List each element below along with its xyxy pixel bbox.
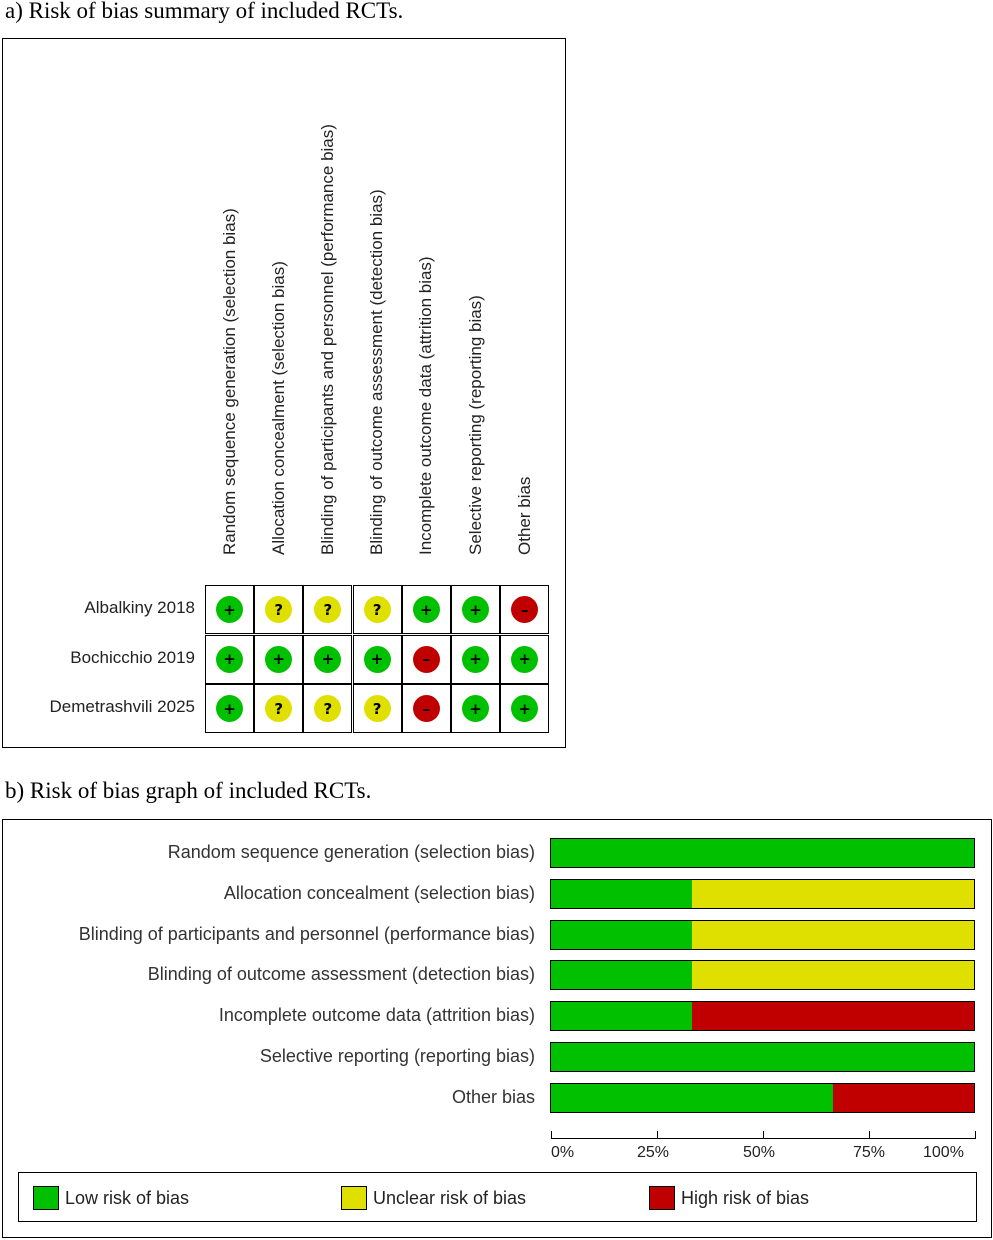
summary-cell [254,684,303,733]
bar-category-label: Other bias [451,1086,535,1107]
summary-column-header [353,39,402,575]
summary-cell [500,635,549,684]
summary-column-label: Selective reporting (reporting bias) [465,295,485,555]
bar-segment-unclear [692,961,974,989]
bar-segment-unclear [692,880,974,908]
summary-cell [402,684,451,733]
rating-low-icon: + [265,646,292,673]
bar-segment-low [551,880,692,908]
rating-low-icon: + [462,596,489,623]
bar-category-label: Blinding of participants and personnel (performance bias) [78,923,535,944]
bar-segment-low [551,1002,692,1030]
summary-column-header [402,39,451,575]
study-label: Bochicchio 2019 [70,647,195,667]
summary-column-label: Allocation concealment (selection bias) [268,261,288,555]
bar-track [550,1042,975,1072]
legend [18,1172,977,1222]
summary-caption: a) Risk of bias summary of included RCTs. [5,0,404,23]
rating-low-icon: + [511,695,538,722]
x-axis-tick-label: 100% [923,1144,964,1161]
rating-unclear-icon: ? [364,596,391,623]
legend-label: Unclear risk of bias [373,1187,527,1208]
summary-cell [353,585,402,634]
summary-cell [303,684,352,733]
rating-low-icon: + [413,596,440,623]
summary-cell [451,585,500,634]
bar-track [550,838,975,868]
bar-track [550,1001,975,1031]
summary-cell [205,635,254,684]
x-axis-tick-label: 50% [743,1144,776,1161]
legend-item-unclear [341,1185,526,1211]
summary-cell [402,585,451,634]
legend-label: High risk of bias [681,1187,810,1208]
bar-category-label: Incomplete outcome data (attrition bias) [218,1005,535,1026]
summary-column-label: Blinding of outcome assessment (detection bias) [367,189,387,555]
bar-track [550,920,975,950]
summary-column-header [205,39,254,575]
bar-category-label: Blinding of outcome assessment (detection bias) [147,964,535,985]
rating-unclear-icon: ? [314,596,341,623]
bar-segment-low [551,1084,833,1112]
bar-segment-low [551,921,692,949]
legend-swatch-low [33,1186,59,1210]
rating-low-icon: + [364,646,391,673]
bar-category-label: Random sequence generation (selection bias) [167,842,535,862]
summary-column-label: Blinding of participants and personnel (performance bias) [317,124,337,555]
study-label: Albalkiny 2018 [84,598,195,617]
summary-cell [254,585,303,634]
bar-category-label: Allocation concealment (selection bias) [223,882,535,903]
legend-label: Low risk of bias [65,1187,190,1208]
summary-cell [303,585,352,634]
rating-unclear-icon: ? [265,596,292,623]
bar-track [550,879,975,909]
summary-cell [402,635,451,684]
summary-cell [353,684,402,733]
x-axis-tick [551,1131,552,1139]
legend-swatch-high [649,1186,675,1210]
summary-cell [353,635,402,684]
bar-segment-high [833,1084,974,1112]
graph-caption: b) Risk of bias graph of included RCTs. [5,778,372,803]
x-axis-tick-label: 0% [551,1144,575,1161]
legend-item-high [649,1185,809,1211]
summary-column-label: Other bias [514,476,534,555]
x-axis-tick [869,1131,870,1139]
rating-high-icon: – [413,695,440,722]
rating-low-icon: + [216,695,243,722]
study-label: Demetrashvili 2025 [49,697,195,716]
rating-low-icon: + [314,646,341,673]
summary-cell [205,684,254,733]
x-axis-tick [975,1131,976,1139]
summary-cell [451,684,500,733]
rating-unclear-icon: ? [364,695,391,722]
summary-column-header [451,39,500,575]
bar-segment-low [551,1043,974,1071]
summary-column-label: Incomplete outcome data (attrition bias) [416,256,436,555]
rating-low-icon: + [462,646,489,673]
summary-column-header [254,39,303,575]
bar-segment-unclear [692,921,974,949]
rating-high-icon: – [413,646,440,673]
bar-segment-low [551,839,974,867]
bar-track [550,1083,975,1113]
bar-segment-high [692,1002,974,1030]
summary-cell [205,585,254,634]
summary-cell [500,585,549,634]
risk-of-bias-summary-panel [2,38,566,748]
rating-unclear-icon: ? [265,695,292,722]
x-axis-tick [763,1131,764,1139]
bar-segment-low [551,961,692,989]
x-axis-tick [657,1131,658,1139]
rating-low-icon: + [216,596,243,623]
rating-low-icon: + [462,695,489,722]
summary-column-header [303,39,352,575]
bar-track [550,960,975,990]
summary-cell [500,684,549,733]
summary-column-header [500,39,549,575]
x-axis-tick-label: 75% [853,1144,886,1161]
rating-low-icon: + [216,646,243,673]
summary-cell [451,635,500,684]
rating-high-icon: – [511,596,538,623]
summary-cell [254,635,303,684]
summary-column-label: Random sequence generation (selection bias) [219,208,239,555]
bar-category-label: Selective reporting (reporting bias) [259,1046,535,1066]
x-axis-tick-label: 25% [637,1144,670,1161]
legend-item-low [33,1185,189,1211]
rating-low-icon: + [511,646,538,673]
summary-cell [303,635,352,684]
rating-unclear-icon: ? [314,695,341,722]
legend-swatch-unclear [341,1186,367,1210]
